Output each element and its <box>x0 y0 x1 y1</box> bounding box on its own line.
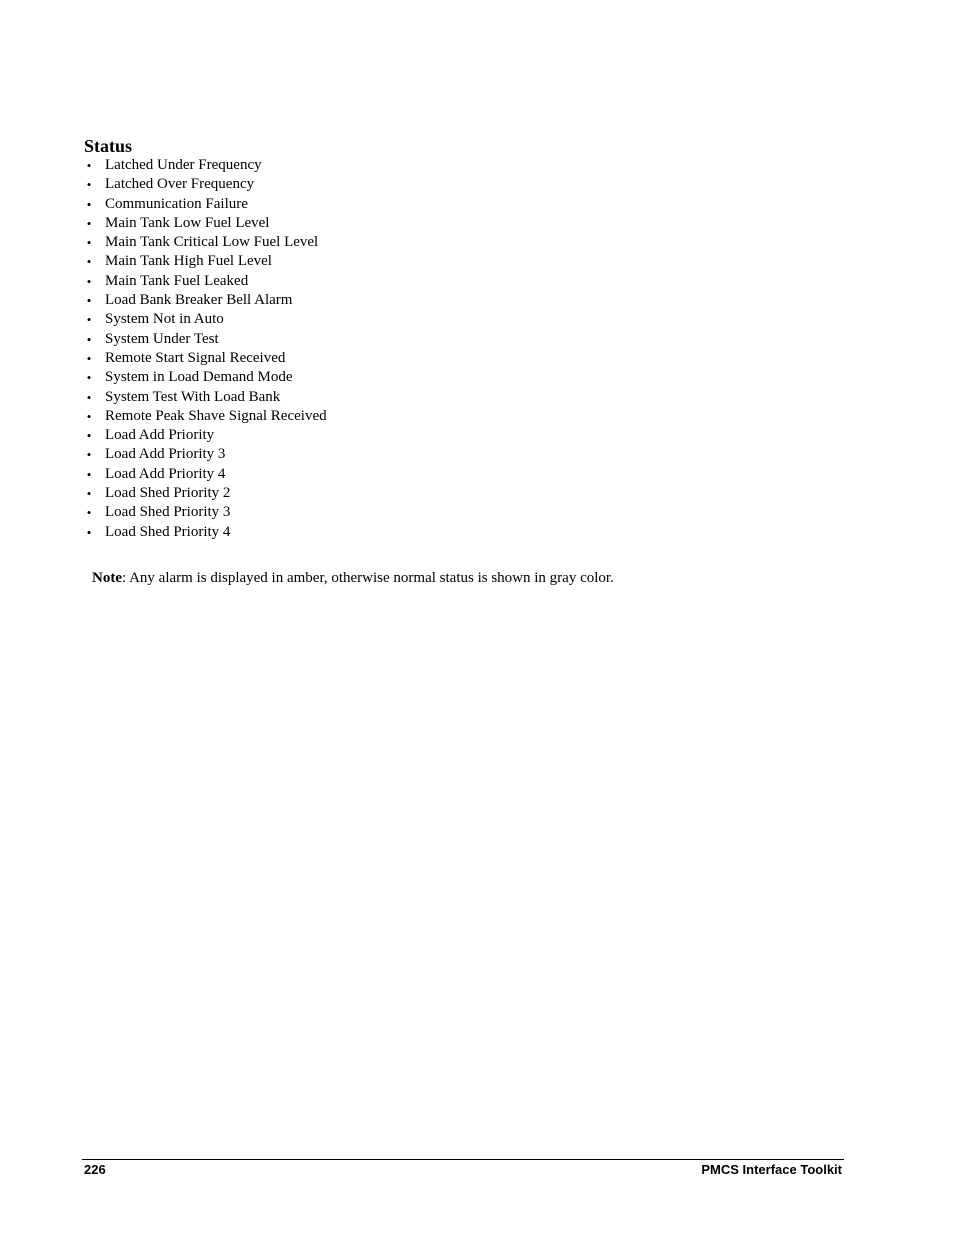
list-item-label: Remote Peak Shave Signal Received <box>105 407 327 424</box>
list-item-label: Load Shed Priority 4 <box>105 523 231 540</box>
bullet-icon: • <box>86 505 92 521</box>
bullet-icon: • <box>86 273 92 289</box>
list-item <box>84 388 327 407</box>
list-item-label: Communication Failure <box>105 195 248 212</box>
list-item-label: Load Shed Priority 3 <box>105 504 231 521</box>
bullet-icon: • <box>86 293 92 309</box>
bullet-icon: • <box>86 428 92 444</box>
list-item <box>84 272 327 291</box>
bullet-icon: • <box>86 408 92 424</box>
list-item-label: Load Add Priority 4 <box>105 465 226 482</box>
bullet-icon: • <box>86 447 92 463</box>
note-paragraph <box>92 568 614 588</box>
list-item-label: Latched Over Frequency <box>105 176 255 193</box>
list-item-label: Main Tank Critical Low Fuel Level <box>105 234 319 251</box>
list-item-label: System Test With Load Bank <box>105 388 281 405</box>
list-item <box>84 368 327 387</box>
list-item <box>84 330 327 349</box>
list-item-label: Main Tank Fuel Leaked <box>105 272 249 289</box>
list-item <box>84 445 327 464</box>
bullet-icon: • <box>86 389 92 405</box>
list-item-label: System Under Test <box>105 330 219 347</box>
list-item-label: System in Load Demand Mode <box>105 369 293 386</box>
list-item <box>84 523 327 542</box>
list-item-label: Main Tank Low Fuel Level <box>105 214 270 231</box>
bullet-icon: • <box>86 196 92 212</box>
page-number: 226 <box>84 1162 106 1177</box>
list-item <box>84 175 327 194</box>
bullet-icon: • <box>86 350 92 366</box>
list-item <box>84 426 327 445</box>
list-item <box>84 214 327 233</box>
list-item <box>84 503 327 522</box>
document-title: PMCS Interface Toolkit <box>701 1162 842 1177</box>
bullet-icon: • <box>86 466 92 482</box>
bullet-icon: • <box>86 235 92 251</box>
section-title: Status <box>84 136 133 156</box>
list-item <box>84 310 327 329</box>
bullet-icon: • <box>86 370 92 386</box>
note-label: Note <box>92 570 122 586</box>
list-item <box>84 349 327 368</box>
status-list <box>84 156 327 542</box>
list-item <box>84 465 327 484</box>
bullet-icon: • <box>86 215 92 231</box>
bullet-icon: • <box>86 254 92 270</box>
note-text: : Any alarm is displayed in amber, otherwise normal status is shown in gray color. <box>122 570 614 586</box>
page-footer <box>84 1162 842 1180</box>
list-item <box>84 484 327 503</box>
footer-divider <box>82 1159 844 1160</box>
list-item <box>84 407 327 426</box>
list-item <box>84 291 327 310</box>
bullet-icon: • <box>86 312 92 328</box>
list-item-label: Remote Start Signal Received <box>105 349 286 366</box>
list-item-label: Load Shed Priority 2 <box>105 485 231 502</box>
list-item <box>84 195 327 214</box>
list-item <box>84 252 327 271</box>
list-item <box>84 233 327 252</box>
list-item-label: Latched Under Frequency <box>105 157 262 173</box>
bullet-icon: • <box>86 524 92 540</box>
list-item-label: Load Add Priority <box>105 427 215 444</box>
bullet-icon: • <box>86 158 92 173</box>
list-item-label: Load Add Priority 3 <box>105 446 226 463</box>
list-item <box>84 156 327 175</box>
bullet-icon: • <box>86 177 92 193</box>
bullet-icon: • <box>86 486 92 502</box>
list-item-label: System Not in Auto <box>105 311 224 328</box>
list-item-label: Load Bank Breaker Bell Alarm <box>105 292 293 309</box>
bullet-icon: • <box>86 331 92 347</box>
list-item-label: Main Tank High Fuel Level <box>105 253 272 270</box>
